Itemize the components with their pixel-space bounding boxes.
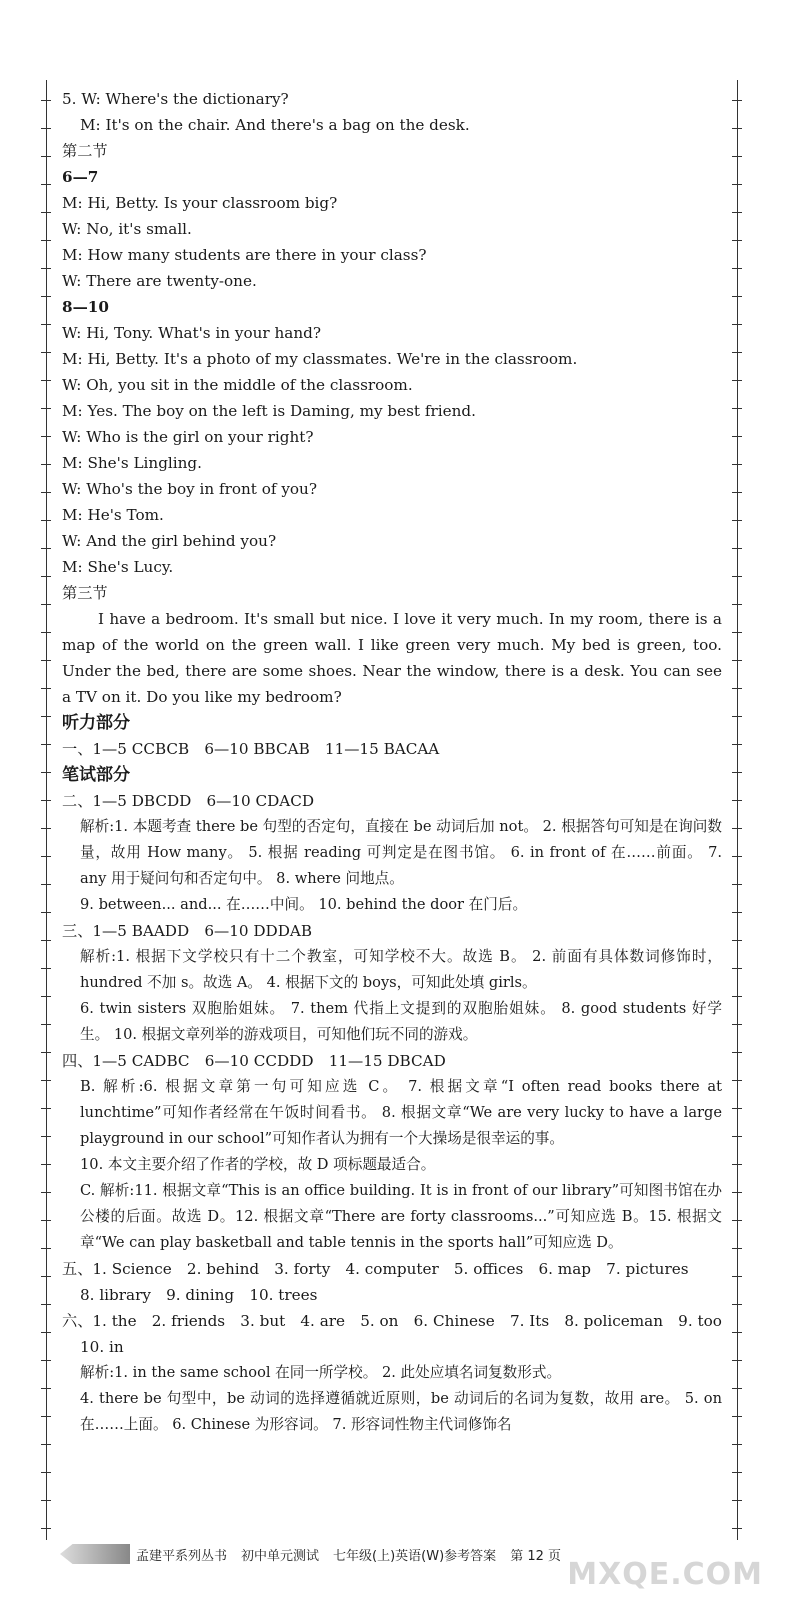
dialogue-line: W: There are twenty-one.	[62, 272, 257, 290]
answer-key-6b: 10. in	[80, 1338, 124, 1356]
dialogue-line: W: Who is the girl on your right?	[62, 428, 314, 446]
binding-tick	[41, 408, 51, 409]
binding-tick	[732, 492, 742, 493]
dialogue-line: W: And the girl behind you?	[62, 532, 277, 550]
dialogue-line: M: She's Lingling.	[62, 454, 202, 472]
page-number: 第 12 页	[510, 1548, 561, 1564]
binding-tick	[732, 296, 742, 297]
footer-grade: 七年级(上)英语(W)参考答案	[333, 1548, 497, 1564]
binding-tick	[732, 940, 742, 941]
dialogue-line: W: Oh, you sit in the middle of the classroom.	[62, 376, 413, 394]
binding-tick	[41, 184, 51, 185]
binding-tick	[41, 128, 51, 129]
binding-tick	[41, 688, 51, 689]
binding-tick	[41, 1304, 51, 1305]
binding-tick	[41, 436, 51, 437]
binding-tick	[732, 268, 742, 269]
explanation-2b: 9. between... and... 在……中间。 10. behind the door 在门后。	[80, 896, 528, 913]
explanation-3b: 6. twin sisters 双胞胎姐妹。 7. them 代指上文提到的双胞胎姐妹。 8. good students 好学生。 10. 根据文章列举的游戏项目，可知他们玩不同的游戏。	[80, 1000, 722, 1043]
binding-tick	[732, 660, 742, 661]
binding-tick	[41, 352, 51, 353]
binding-tick	[732, 576, 742, 577]
dialogue-line: M: How many students are there in your class?	[62, 246, 427, 264]
explanation-2: 解析:1. 本题考查 there be 句型的否定句，直接在 be 动词后加 not。 2. 根据答句可知是在询问数量，故用 How many。 5. 根据 reading 可判定是在图书馆。 6. in front of 在……前面。 7. any 用于疑问句和否定句中。 8. where 问地点。	[80, 818, 722, 887]
binding-tick	[41, 380, 51, 381]
footer-series: 孟建平系列丛书	[136, 1548, 228, 1564]
binding-tick	[732, 1052, 742, 1053]
listening-passage: I have a bedroom. It's small but nice. I love it very much. In my room, there is a map of the world on the green wall. I like green very much. My bed is green, too. Under the bed, there are some shoes. Near the window, there is a desk. You can see a TV on it. Do you like my bedroom?	[62, 610, 722, 706]
binding-tick	[41, 1472, 51, 1473]
binding-tick	[41, 520, 51, 521]
binding-tick	[41, 1388, 51, 1389]
binding-tick	[732, 240, 742, 241]
binding-tick	[41, 1500, 51, 1501]
section-label: 第二节	[62, 142, 108, 160]
section-label: 第三节	[62, 584, 108, 602]
dialogue-line: M: He's Tom.	[62, 506, 164, 524]
explanation-6b: 4. there be 句型中，be 动词的选择遵循就近原则，be 动词后的名词为复数，故用 are。 5. on 在……上面。 6. Chinese 为形容词。 7. 形容词性物主代词修饰名	[80, 1390, 722, 1433]
binding-tick	[41, 772, 51, 773]
binding-tick	[732, 1108, 742, 1109]
binding-tick	[732, 968, 742, 969]
question-range: 6—7	[62, 168, 99, 186]
explanation-6: 解析:1. in the same school 在同一所学校。 2. 此处应填名词复数形式。	[80, 1364, 562, 1381]
watermark: MXQE.COM	[567, 1557, 763, 1592]
binding-tick	[41, 660, 51, 661]
binding-tick	[732, 1136, 742, 1137]
binding-tick	[41, 856, 51, 857]
binding-tick	[41, 1108, 51, 1109]
binding-tick	[41, 1276, 51, 1277]
binding-tick	[41, 996, 51, 997]
binding-tick	[41, 1332, 51, 1333]
binding-tick	[41, 492, 51, 493]
binding-tick	[732, 520, 742, 521]
binding-tick	[41, 296, 51, 297]
binding-tick	[732, 380, 742, 381]
binding-tick	[732, 1472, 742, 1473]
binding-tick	[41, 800, 51, 801]
binding-tick	[732, 884, 742, 885]
binding-tick	[41, 548, 51, 549]
written-heading: 笔试部分	[62, 765, 130, 785]
dialogue-line: M: It's on the chair. And there's a bag on the desk.	[80, 116, 470, 134]
binding-tick	[41, 1248, 51, 1249]
binding-tick	[41, 632, 51, 633]
binding-tick	[41, 1052, 51, 1053]
binding-tick	[732, 324, 742, 325]
binding-tick	[732, 464, 742, 465]
binding-tick	[732, 408, 742, 409]
binding-tick	[732, 604, 742, 605]
binding-tick	[732, 1024, 742, 1025]
dialogue-line: M: She's Lucy.	[62, 558, 174, 576]
binding-tick	[732, 352, 742, 353]
binding-tick	[732, 912, 742, 913]
binding-tick	[732, 1388, 742, 1389]
binding-tick	[41, 1024, 51, 1025]
dialogue-line: M: Hi, Betty. It's a photo of my classmates. We're in the classroom.	[62, 350, 578, 368]
binding-tick	[41, 1416, 51, 1417]
binding-tick	[732, 1080, 742, 1081]
binding-tick	[732, 156, 742, 157]
dialogue-line: W: Who's the boy in front of you?	[62, 480, 317, 498]
footer-book: 初中单元测试	[241, 1548, 320, 1564]
dialogue-line: M: Yes. The boy on the left is Daming, my best friend.	[62, 402, 476, 420]
question-range: 8—10	[62, 298, 109, 316]
explanation-4c: C. 解析:11. 根据文章“This is an office building. It is in front of our library”可知图书馆在办公楼的后面。故选 D。12. 根据文章“There are forty classrooms...”可知应选 B。15. 根据文章“We can play basketball and table tennis in the sports hall”可知应选 D。	[80, 1182, 722, 1251]
binding-tick	[732, 1360, 742, 1361]
binding-tick	[732, 632, 742, 633]
binding-tick	[41, 828, 51, 829]
binding-tick	[41, 268, 51, 269]
dialogue-line: M: Hi, Betty. Is your classroom big?	[62, 194, 338, 212]
answer-key-5b: 8. library 9. dining 10. trees	[80, 1286, 318, 1304]
binding-tick	[732, 184, 742, 185]
binding-tick	[732, 212, 742, 213]
answer-key-6: 六、1. the 2. friends 3. but 4. are 5. on 6. Chinese 7. Its 8. policeman 9. too	[62, 1312, 722, 1330]
binding-tick	[41, 744, 51, 745]
binding-tick	[732, 1276, 742, 1277]
answer-key-5: 五、1. Science 2. behind 3. forty 4. computer 5. offices 6. map 7. pictures	[62, 1260, 689, 1278]
explanation-3: 解析:1. 根据下文学校只有十二个教室，可知学校不大。故选 B。 2. 前面有具体数词修饰时，hundred 不加 s。故选 A。 4. 根据下文的 boys，可知此处填 girls。	[80, 948, 722, 991]
binding-tick	[41, 1444, 51, 1445]
binding-tick	[41, 212, 51, 213]
footer-arrow-icon	[60, 1544, 130, 1564]
binding-tick	[732, 996, 742, 997]
binding-tick	[41, 884, 51, 885]
binding-tick	[732, 1332, 742, 1333]
binding-tick	[732, 688, 742, 689]
left-binding-line	[46, 80, 47, 1540]
binding-tick	[732, 828, 742, 829]
binding-tick	[41, 576, 51, 577]
binding-tick	[41, 940, 51, 941]
binding-tick	[732, 1164, 742, 1165]
binding-tick	[732, 128, 742, 129]
answer-key-4: 四、1—5 CADBC 6—10 CCDDD 11—15 DBCAD	[62, 1052, 446, 1070]
answer-key-1: 一、1—5 CCBCB 6—10 BBCAB 11—15 BACAA	[62, 740, 440, 758]
binding-tick	[41, 912, 51, 913]
binding-tick	[41, 1360, 51, 1361]
binding-tick	[732, 716, 742, 717]
binding-tick	[732, 436, 742, 437]
binding-tick	[732, 548, 742, 549]
dialogue-line: 5. W: Where's the dictionary?	[62, 90, 289, 108]
binding-tick	[41, 1164, 51, 1165]
binding-tick	[732, 100, 742, 101]
dialogue-line: W: Hi, Tony. What's in your hand?	[62, 324, 321, 342]
dialogue-line: W: No, it's small.	[62, 220, 192, 238]
binding-tick	[41, 1220, 51, 1221]
listening-heading: 听力部分	[62, 713, 130, 733]
binding-tick	[41, 1192, 51, 1193]
binding-tick	[732, 1500, 742, 1501]
binding-tick	[732, 856, 742, 857]
answer-key-2: 二、1—5 DBCDD 6—10 CDACD	[62, 792, 315, 810]
binding-tick	[732, 772, 742, 773]
binding-tick	[732, 1304, 742, 1305]
binding-tick	[41, 464, 51, 465]
binding-tick	[732, 1528, 742, 1529]
binding-tick	[732, 1220, 742, 1221]
binding-tick	[41, 100, 51, 101]
right-binding-line	[737, 80, 738, 1540]
binding-tick	[41, 968, 51, 969]
binding-tick	[41, 1136, 51, 1137]
binding-tick	[41, 1080, 51, 1081]
answer-page	[62, 86, 722, 1438]
explanation-4: B. 解析:6. 根据文章第一句可知应选 C。 7. 根据文章“I often read books there at lunchtime”可知作者经常在午饭时间看书。 8. 根据文章“We are very lucky to have a large playground in our school”可知作者认为拥有一个大操场是很幸运的事。	[80, 1078, 722, 1147]
explanation-4b: 10. 本文主要介绍了作者的学校，故 D 项标题最适合。	[80, 1156, 436, 1173]
binding-tick	[732, 1248, 742, 1249]
answer-key-3: 三、1—5 BAADD 6—10 DDDAB	[62, 922, 313, 940]
binding-tick	[732, 1444, 742, 1445]
binding-tick	[41, 604, 51, 605]
binding-tick	[732, 744, 742, 745]
binding-tick	[732, 1192, 742, 1193]
binding-tick	[41, 324, 51, 325]
binding-tick	[41, 716, 51, 717]
binding-tick	[41, 1528, 51, 1529]
binding-tick	[41, 240, 51, 241]
binding-tick	[732, 1416, 742, 1417]
binding-tick	[732, 800, 742, 801]
binding-tick	[41, 156, 51, 157]
